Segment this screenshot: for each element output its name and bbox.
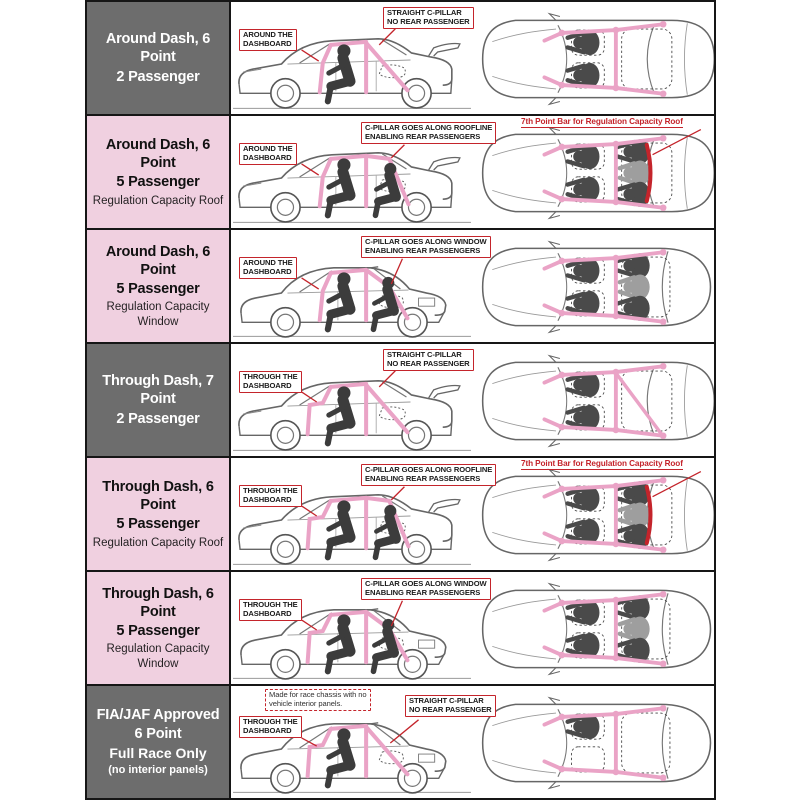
row-label-line1: FIA/JAF Approved (96, 707, 220, 724)
row-label-line2: 5 Passenger (116, 623, 200, 640)
c-pillar-annotation: C-PILLAR GOES ALONG WINDOW ENABLING REAR PASSENGERS (361, 236, 491, 258)
row-label-line2: 6 Point (134, 726, 182, 743)
dashboard-annotation: THROUGH THE DASHBOARD (239, 485, 302, 507)
table-row (87, 344, 714, 458)
car-body-top (483, 14, 714, 105)
row-label-line2: 5 Passenger (116, 516, 200, 533)
table-row (87, 686, 714, 798)
c-pillar-annotation: C-PILLAR GOES ALONG ROOFLINE ENABLING REAR PASSENGERS (361, 464, 496, 486)
diagram-cell (231, 116, 714, 228)
car-top-view (473, 573, 714, 684)
row-label (87, 572, 231, 684)
row-label-line3: Regulation Capacity Roof (92, 536, 224, 549)
dashboard-annotation: THROUGH THE DASHBOARD (239, 371, 302, 393)
c-pillar-annotation: STRAIGHT C-PILLAR NO REAR PASSENGER (383, 7, 474, 29)
car-top-view (473, 345, 714, 456)
diagram-cell (231, 458, 714, 570)
passenger-figure (328, 614, 351, 671)
roll-cage (544, 363, 666, 439)
diagram-cell (231, 230, 714, 342)
row-label (87, 230, 231, 342)
diagonal-brace (616, 373, 661, 434)
passenger-figure (620, 616, 650, 641)
seventh-point-note: 7th Point Bar for Regulation Capacity Roof (521, 459, 683, 468)
dashboard-annotation: AROUND THE DASHBOARD (239, 143, 297, 165)
row-label-line3: Full Race Only (109, 744, 207, 761)
passenger-figure (328, 728, 351, 785)
row-label-line1: Through Dash, 6 Point (102, 479, 214, 514)
race-chassis-note: Made for race chassis with no vehicle interior panels. (265, 689, 371, 711)
seventh-point-note: 7th Point Bar for Regulation Capacity Roof (521, 117, 683, 126)
passenger-figure (373, 619, 394, 671)
row-label-line4: (no interior panels) (108, 764, 208, 776)
roll-cage-spec-table (85, 0, 716, 800)
car-top-view (473, 117, 714, 228)
roll-cage (544, 21, 666, 97)
table-row (87, 572, 714, 686)
c-pillar-annotation: STRAIGHT C-PILLAR NO REAR PASSENGER (383, 349, 474, 371)
dashboard-annotation: AROUND THE DASHBOARD (239, 29, 297, 51)
row-label-line1: Around Dash, 6 Point (105, 31, 211, 66)
row-label-line3: Regulation Capacity Window (106, 301, 210, 328)
passenger-figure (620, 160, 650, 185)
dashboard-annotation: THROUGH THE DASHBOARD (239, 599, 302, 621)
row-label-line1: Through Dash, 7 Point (102, 373, 214, 408)
row-label (87, 2, 231, 114)
row-label-line2: 5 Passenger (116, 281, 200, 298)
row-label-line2: 2 Passenger (116, 68, 200, 85)
passenger-figure (373, 277, 394, 329)
passenger-figure (328, 272, 351, 329)
row-label-line1: Through Dash, 6 Point (102, 585, 214, 621)
c-pillar-annotation: C-PILLAR GOES ALONG ROOFLINE ENABLING REAR PASSENGERS (361, 122, 496, 144)
roll-cage (544, 705, 666, 781)
diagram-cell (231, 344, 714, 456)
table-row (87, 116, 714, 230)
table-row (87, 230, 714, 344)
passenger-figure (620, 274, 650, 299)
car-top-view (473, 459, 714, 570)
table-row (87, 2, 714, 116)
row-label (87, 116, 231, 228)
table-row (87, 458, 714, 572)
car-top-view (473, 231, 714, 342)
row-label-line2: 5 Passenger (116, 174, 200, 191)
row-label (87, 686, 231, 798)
diagram-cell (231, 686, 714, 798)
dashboard-annotation: AROUND THE DASHBOARD (239, 257, 297, 279)
c-pillar-annotation: STRAIGHT C-PILLAR NO REAR PASSENGER (405, 695, 496, 717)
diagram-cell (231, 572, 714, 684)
row-label-line3: Regulation Capacity Roof (92, 194, 224, 207)
row-label-line1: Around Dash, 6 Point (105, 243, 211, 279)
passenger-figure (620, 502, 650, 527)
row-label (87, 458, 231, 570)
row-label-line1: Around Dash, 6 Point (105, 137, 211, 172)
diagram-cell (231, 2, 714, 114)
c-pillar-annotation: C-PILLAR GOES ALONG WINDOW ENABLING REAR PASSENGERS (361, 578, 491, 600)
row-label (87, 344, 231, 456)
row-label-line2: 2 Passenger (116, 410, 200, 427)
row-label-line3: Regulation Capacity Window (106, 643, 210, 670)
car-top-view (473, 687, 714, 798)
dashboard-annotation: THROUGH THE DASHBOARD (239, 716, 302, 738)
car-top-view (473, 3, 714, 114)
